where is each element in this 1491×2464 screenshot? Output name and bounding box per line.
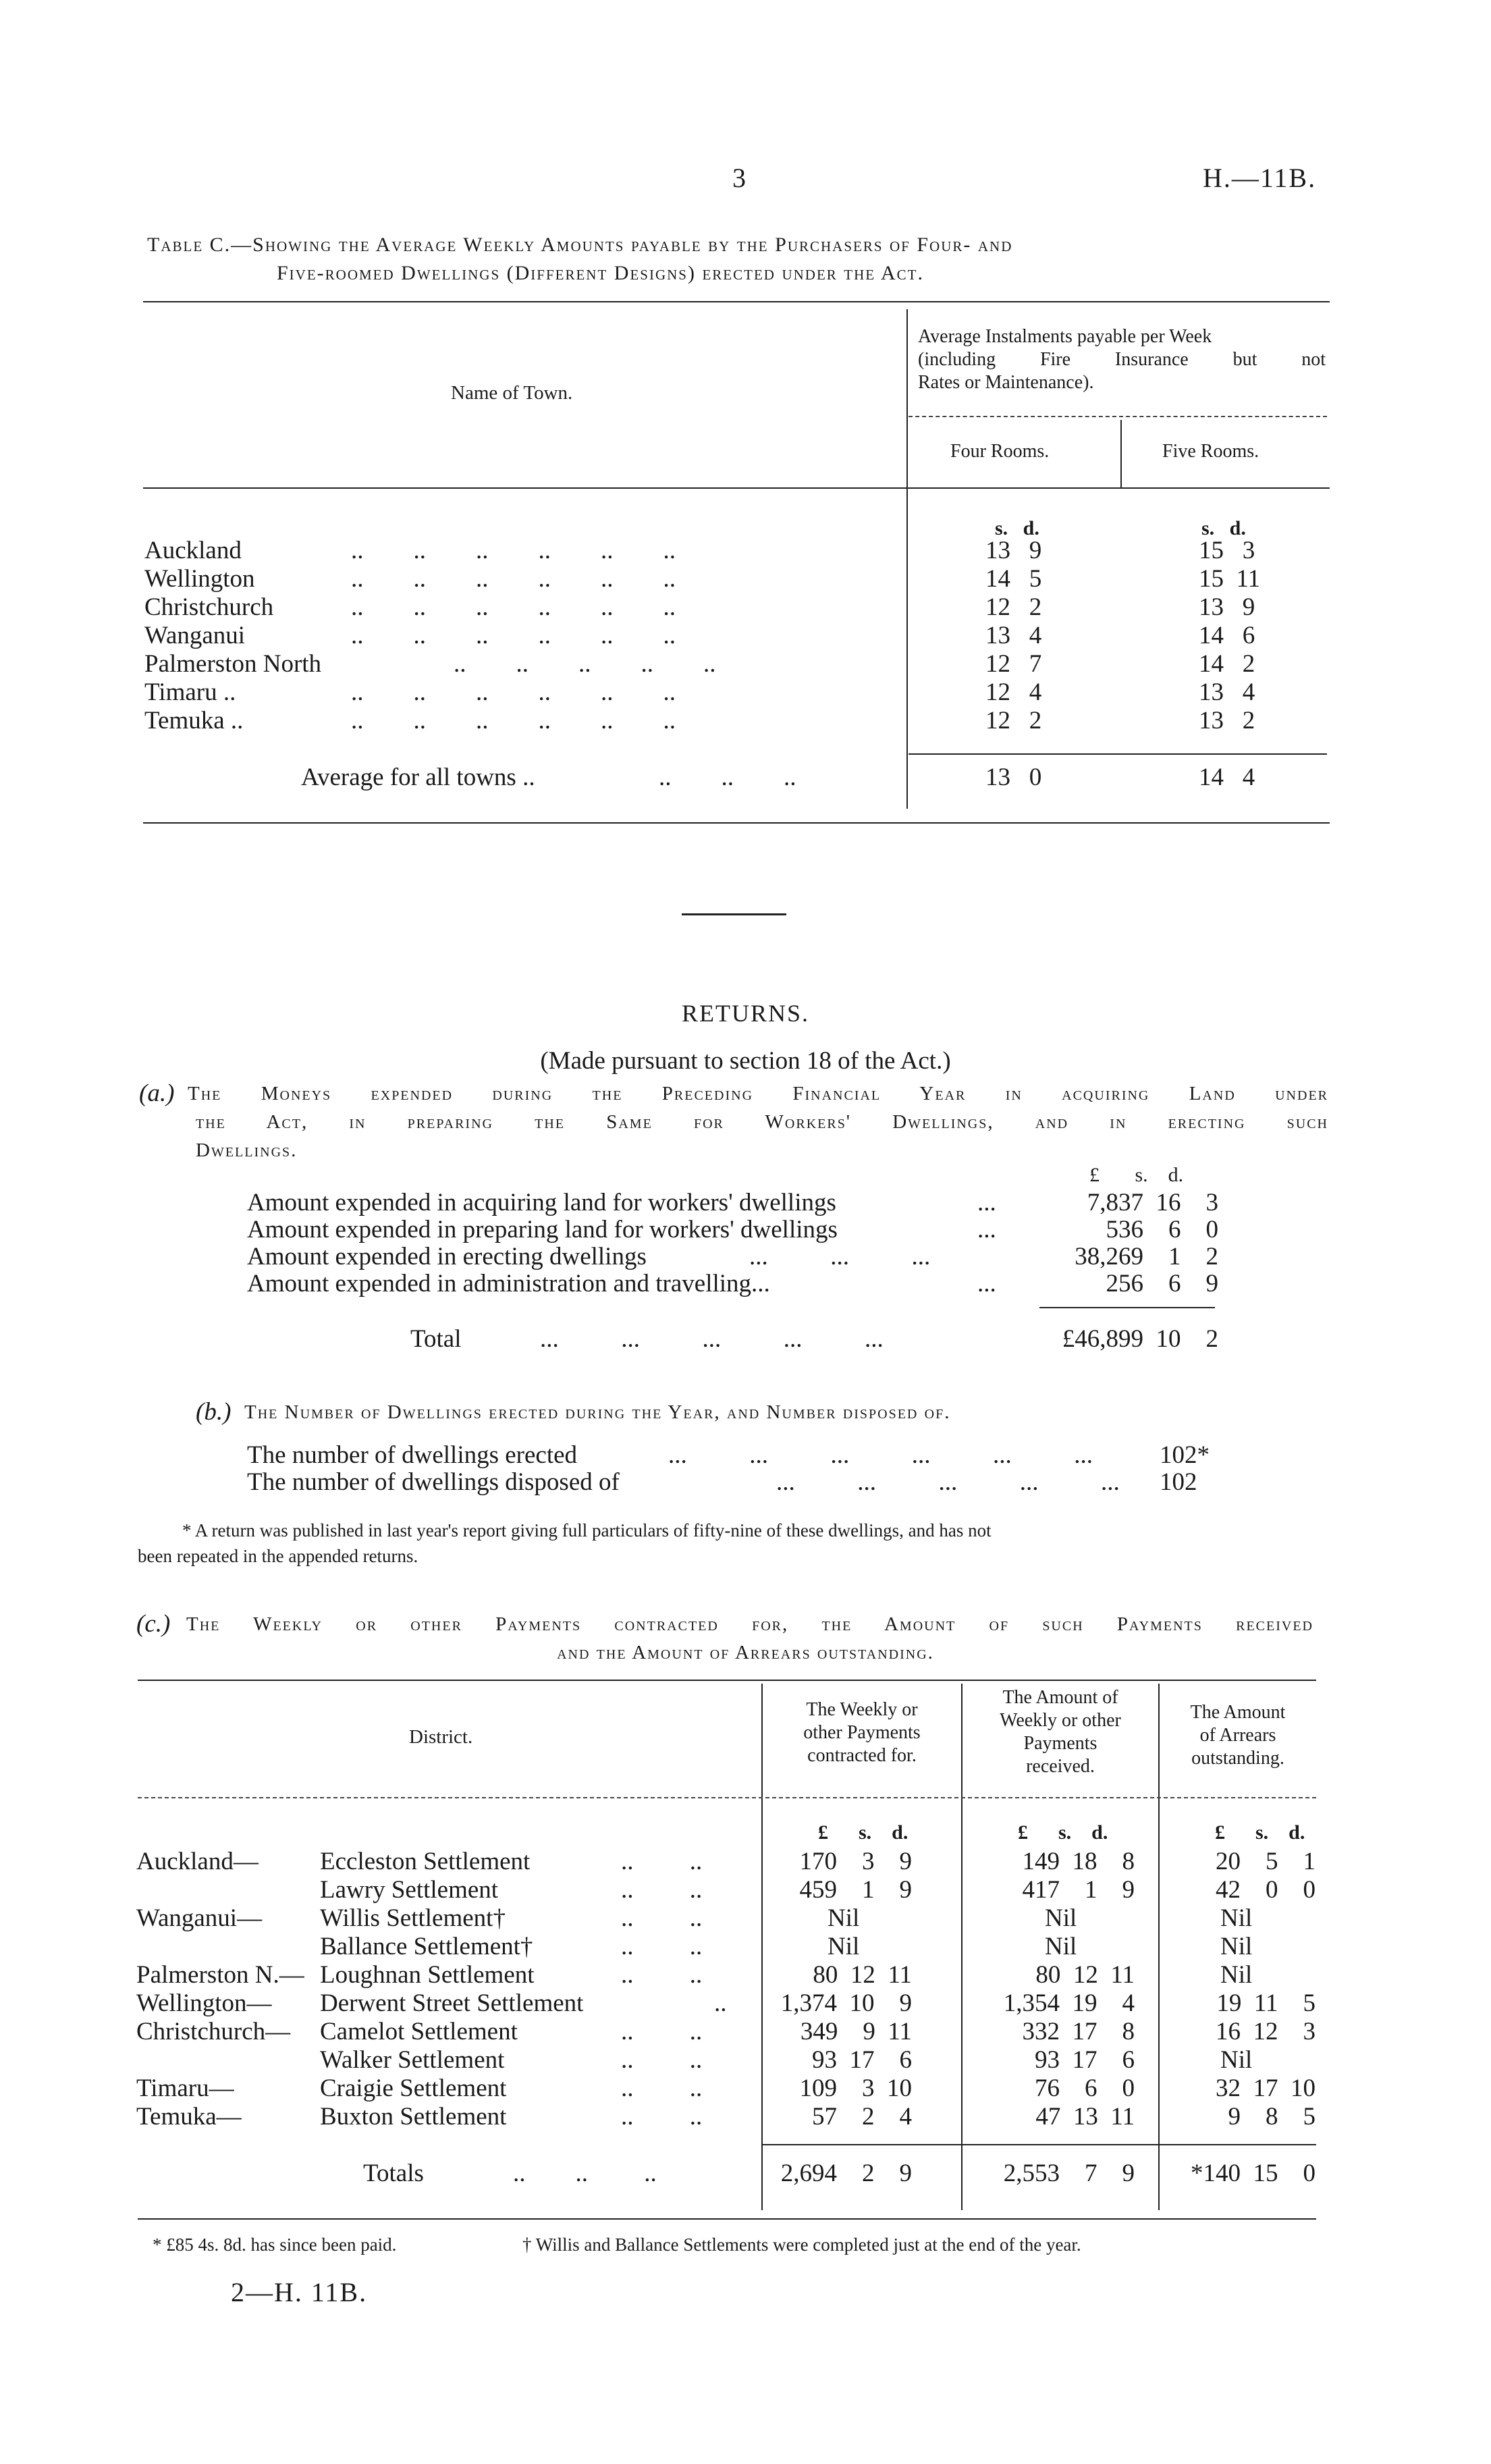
table-c-subheader-rule [909, 416, 1327, 417]
leader-dots: .. .. .. .. .. .. [351, 678, 676, 706]
leader-dots: .. .. [621, 2018, 703, 2045]
five-rooms-value: 15 11 [1199, 565, 1261, 593]
table-d-footnote-dagger: † Willis and Ballance Settlements were completed just at the end of the year. [522, 2234, 1081, 2255]
leader-dots: ... ... ... ... ... [540, 1325, 884, 1353]
section-separator [682, 913, 786, 915]
leader-dots: .. .. .. [659, 764, 796, 791]
table-d-top-rule [138, 1680, 1316, 1681]
table-c-top-rule [143, 301, 1330, 302]
table-d-header-contracted-3: contracted for. [807, 1745, 917, 1766]
table-c-unit-four: s. d. [995, 517, 1039, 539]
five-rooms-value: 14 2 [1199, 650, 1255, 678]
district-region: Temuka— [136, 2103, 242, 2131]
received-value: 93 17 6 [1035, 2046, 1135, 2074]
table-c-average-rule [909, 753, 1327, 755]
table-c-rooms-separator [1120, 420, 1122, 487]
contracted-value: Nil [828, 1933, 860, 1960]
average-label: Average for all towns .. [301, 764, 535, 791]
received-value: 417 1 9 [1022, 1876, 1135, 1904]
section-b-label: (b.) [196, 1398, 232, 1426]
totals-label: Totals [363, 2160, 424, 2187]
contracted-value: 93 17 6 [812, 2046, 912, 2074]
town-name: Wellington [144, 565, 255, 593]
returns-subheading: (Made pursuant to section 18 of the Act.) [540, 1047, 951, 1075]
district-region: Palmerston N.— [136, 1961, 304, 1989]
table-c-header-town: Name of Town. [451, 382, 573, 404]
arrears-value: Nil [1220, 1904, 1253, 1932]
settlement-name: Ballance Settlement† [320, 1933, 533, 1960]
total-label: Total [410, 1325, 462, 1353]
section-a-title-line1: The Moneys expended during the Preceding Financial Year in acquiring Land under [188, 1083, 1328, 1104]
contracted-value: 459 1 9 [799, 1876, 912, 1904]
table-c-title-line2: Five-roomed Dwellings (Different Designs) erected under the Act. [277, 262, 924, 284]
expense-amount: 256 6 9 [1106, 1270, 1218, 1297]
average-five-rooms: 14 4 [1199, 764, 1255, 791]
arrears-value: Nil [1220, 1933, 1253, 1960]
town-name: Timaru .. [144, 678, 236, 706]
table-c-header-instalments-3: Rates or Maintenance). [918, 372, 1094, 393]
four-rooms-value: 13 4 [985, 622, 1042, 649]
four-rooms-value: 12 7 [985, 650, 1042, 678]
district-region: Wanganui— [136, 1904, 263, 1932]
expense-amount: 536 6 0 [1106, 1216, 1218, 1243]
leader-dots: ... [977, 1270, 996, 1297]
leader-dots: ... ... ... ... ... ... [668, 1441, 1093, 1469]
section-c-title-line2: and the Amount of Arrears outstanding. [557, 1642, 934, 1663]
leader-dots: .. .. .. .. .. .. [351, 707, 676, 734]
section-a-title-line2: the Act, in preparing the Same for Workers' Dwellings, and in erecting such [196, 1111, 1328, 1133]
totals-received: 2,553 7 9 [1003, 2160, 1135, 2187]
table-d-header-contracted-1: The Weekly or [806, 1699, 918, 1720]
leader-dots: .. .. .. .. .. .. [351, 622, 676, 649]
section-a-units: £ s. d. [1089, 1164, 1184, 1186]
received-value: 80 12 11 [1035, 1961, 1135, 1989]
town-name: Wanganui [144, 622, 246, 649]
arrears-value: 20 5 1 [1216, 1848, 1316, 1875]
expense-amount: 38,269 1 2 [1075, 1243, 1218, 1270]
table-d-units-contracted: £ s. d. [818, 1821, 909, 1844]
dwellings-label: The number of dwellings disposed of [247, 1468, 620, 1496]
leader-dots: .. .. .. [513, 2160, 657, 2187]
leader-dots: ... ... ... [749, 1243, 931, 1270]
leader-dots: .. .. .. .. .. [454, 650, 716, 678]
returns-heading: RETURNS. [681, 1000, 810, 1027]
arrears-value: Nil [1220, 1961, 1253, 1989]
table-d-header-received-4: received. [1026, 1756, 1095, 1777]
table-c-town-separator [906, 309, 908, 809]
leader-dots: .. .. [621, 1933, 703, 1960]
district-region: Timaru— [136, 2074, 234, 2102]
table-d-header-received-2: Weekly or other [1000, 1710, 1121, 1731]
leader-dots: ... [977, 1189, 996, 1216]
table-c-header-instalments-2: (including Fire Insurance but not [918, 349, 1326, 370]
received-value: 47 13 11 [1035, 2103, 1135, 2131]
contracted-value: 1,374 10 9 [780, 1989, 912, 2017]
expense-label: Amount expended in acquiring land for workers' dwellings [247, 1189, 836, 1216]
settlement-name: Buxton Settlement [320, 2103, 507, 2131]
four-rooms-value: 12 2 [985, 593, 1042, 621]
district-region: Auckland— [136, 1848, 259, 1875]
settlement-name: Loughnan Settlement [320, 1961, 535, 1989]
four-rooms-value: 14 5 [985, 565, 1042, 593]
expense-label: Amount expended in administration and travelling... [247, 1270, 770, 1297]
town-name: Christchurch [144, 593, 274, 621]
four-rooms-value: 13 9 [985, 537, 1042, 564]
settlement-name: Craigie Settlement [320, 2074, 507, 2102]
settlement-name: Camelot Settlement [320, 2018, 518, 2045]
table-d-header-contracted-2: other Payments [803, 1722, 921, 1743]
table-d-header-arrears-2: of Arrears [1199, 1725, 1276, 1746]
five-rooms-value: 13 4 [1199, 678, 1255, 706]
five-rooms-value: 13 9 [1199, 593, 1255, 621]
five-rooms-value: 15 3 [1199, 537, 1255, 564]
expense-label: Amount expended in erecting dwellings [247, 1243, 647, 1270]
section-a-label: (a.) [139, 1079, 175, 1107]
district-region: Wellington— [136, 1989, 272, 2017]
table-d-header-arrears-3: outstanding. [1191, 1748, 1284, 1769]
table-d-units-arrears: £ s. d. [1215, 1821, 1305, 1844]
dwellings-value: 102 [1160, 1468, 1197, 1496]
contracted-value: 109 3 10 [799, 2074, 912, 2102]
leader-dots: .. .. [621, 1904, 703, 1932]
section-a-total-rule [1039, 1307, 1215, 1308]
document-reference: H.—11B. [1203, 163, 1317, 193]
section-c-title-line1: The Weekly or other Payments contracted for, the Amount of such Payments received [186, 1613, 1313, 1635]
footer-signature: 2—H. 11B. [231, 2277, 368, 2307]
table-d-header-arrears-1: The Amount [1190, 1702, 1286, 1723]
town-name: Auckland [144, 537, 242, 564]
leader-dots: .. .. .. .. .. .. [351, 593, 676, 621]
settlement-name: Lawry Settlement [320, 1876, 499, 1904]
table-d-header-received-3: Payments [1023, 1733, 1097, 1754]
table-d-units-received: £ s. d. [1018, 1821, 1108, 1844]
received-value: 332 17 8 [1022, 2018, 1135, 2045]
section-c-label: (c.) [136, 1610, 171, 1638]
page-number: 3 [732, 163, 746, 193]
table-d-footnote-star: * £85 4s. 8d. has since been paid. [153, 2234, 397, 2255]
section-a-title-line3: Dwellings. [196, 1140, 298, 1161]
table-c-title-line1: Table C.—Showing the Average Weekly Amounts payable by the Purchasers of Four- and [147, 234, 1013, 256]
table-c-header-rule [143, 487, 1330, 489]
town-name: Temuka .. [144, 707, 244, 734]
table-d-totals-rule [763, 2144, 1316, 2145]
arrears-value: 32 17 10 [1216, 2074, 1316, 2102]
leader-dots: .. .. [621, 1961, 703, 1989]
contracted-value: 170 3 9 [799, 1848, 912, 1875]
table-c-unit-five: s. d. [1201, 517, 1246, 539]
expense-amount: 7,837 16 3 [1087, 1189, 1218, 1216]
town-name: Palmerston North [144, 650, 322, 678]
contracted-value: 57 2 4 [812, 2103, 912, 2131]
table-d-bottom-rule [138, 2218, 1316, 2220]
contracted-value: 349 9 11 [800, 2018, 912, 2045]
five-rooms-value: 14 6 [1199, 622, 1255, 649]
settlement-name: Eccleston Settlement [320, 1848, 531, 1875]
totals-contracted: 2,694 2 9 [780, 2160, 912, 2187]
total-amount: £46,899 10 2 [1062, 1325, 1218, 1353]
average-four-rooms: 13 0 [985, 764, 1042, 791]
received-value: Nil [1045, 1904, 1077, 1932]
dwellings-label: The number of dwellings erected [247, 1441, 578, 1469]
table-c-header-instalments-1: Average Instalments payable per Week [918, 326, 1212, 347]
dwellings-value: 102* [1160, 1441, 1210, 1469]
received-value: Nil [1045, 1933, 1077, 1960]
four-rooms-value: 12 2 [985, 707, 1042, 734]
leader-dots: .. [714, 1989, 727, 2017]
contracted-value: Nil [828, 1904, 860, 1932]
arrears-value: 16 12 3 [1216, 2018, 1316, 2045]
received-value: 1,354 19 4 [1003, 1989, 1135, 2017]
section-b-footnote-line2: been repeated in the appended returns. [138, 1546, 418, 1566]
four-rooms-value: 12 4 [985, 678, 1042, 706]
table-d-header-rule [138, 1797, 1316, 1798]
arrears-value: 42 0 0 [1216, 1876, 1316, 1904]
arrears-value: 19 11 5 [1216, 1989, 1316, 2017]
table-c-bottom-rule [143, 822, 1330, 824]
totals-arrears: *140 15 0 [1191, 2160, 1316, 2187]
table-d-header-district: District. [409, 1726, 473, 1748]
leader-dots: ... [977, 1216, 996, 1243]
leader-dots: .. .. [621, 2103, 703, 2131]
table-c-header-five-rooms: Five Rooms. [1162, 441, 1259, 462]
settlement-name: Walker Settlement [320, 2046, 505, 2074]
contracted-value: 80 12 11 [813, 1961, 912, 1989]
district-region: Christchurch— [136, 2018, 291, 2045]
leader-dots: .. .. .. .. .. .. [351, 537, 676, 564]
received-value: 149 18 8 [1022, 1848, 1135, 1875]
leader-dots: .. .. .. .. .. .. [351, 565, 676, 593]
leader-dots: ... ... ... ... ... [776, 1468, 1120, 1496]
arrears-value: Nil [1220, 2046, 1253, 2074]
leader-dots: .. .. [621, 1848, 703, 1875]
leader-dots: .. .. [621, 2074, 703, 2102]
five-rooms-value: 13 2 [1199, 707, 1255, 734]
table-c-header-four-rooms: Four Rooms. [950, 441, 1050, 462]
settlement-name: Derwent Street Settlement [320, 1989, 584, 2017]
arrears-value: 9 8 5 [1228, 2103, 1316, 2131]
section-b-title: The Number of Dwellings erected during the Year, and Number disposed of. [244, 1401, 951, 1423]
section-b-footnote-line1: * A return was published in last year's report giving full particulars of fifty-nine of these dwellings, and has not [182, 1520, 992, 1541]
leader-dots: .. .. [621, 2046, 703, 2074]
settlement-name: Willis Settlement† [320, 1904, 506, 1932]
expense-label: Amount expended in preparing land for workers' dwellings [247, 1216, 838, 1243]
received-value: 76 6 0 [1035, 2074, 1135, 2102]
table-d-header-received-1: The Amount of [1002, 1687, 1118, 1708]
leader-dots: .. .. [621, 1876, 703, 1904]
